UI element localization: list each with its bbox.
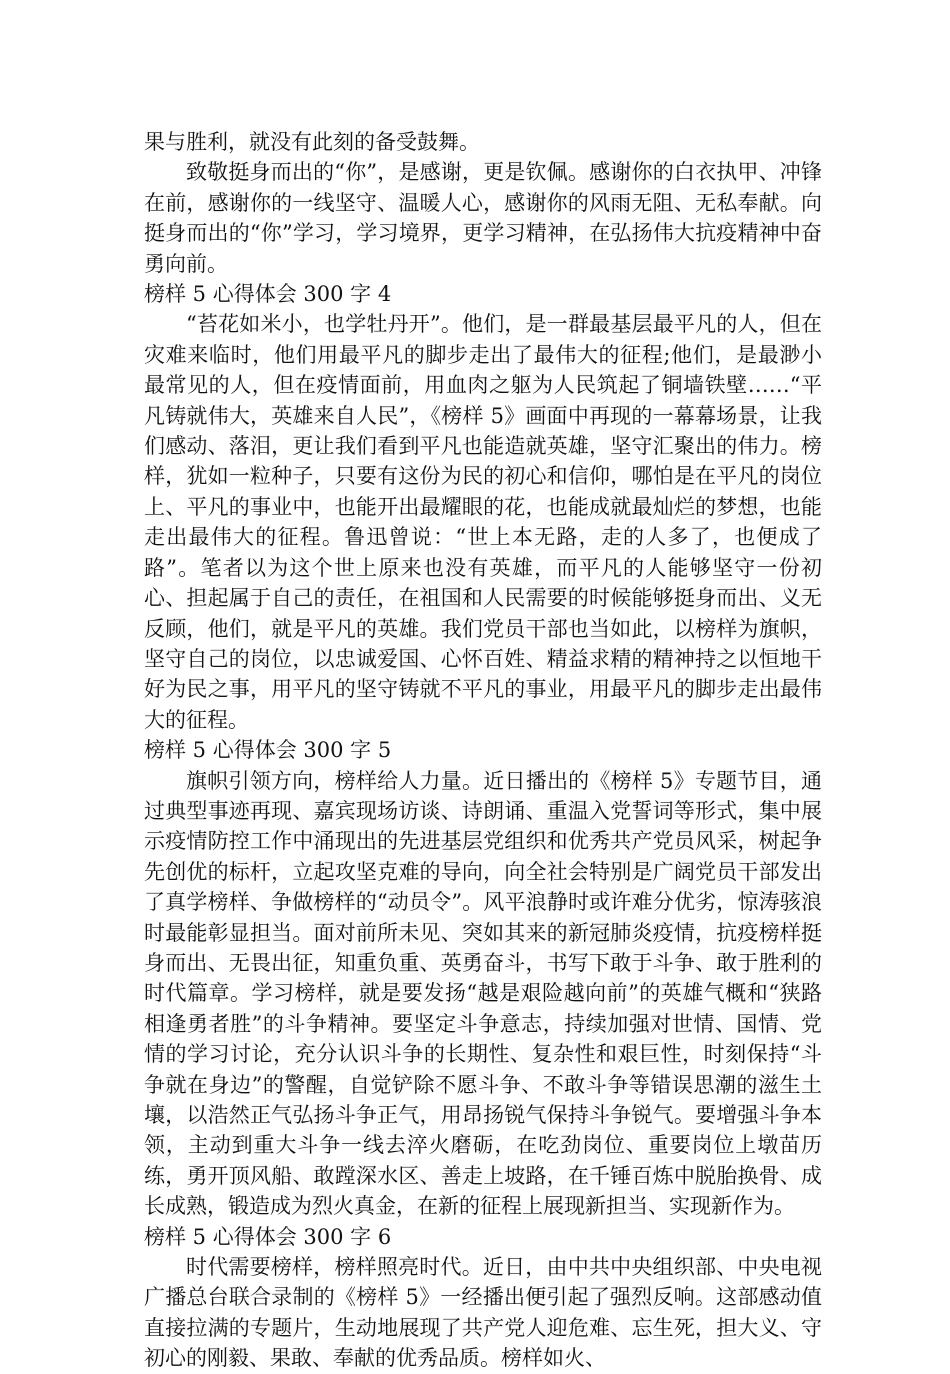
paragraph-section-6: 时代需要榜样，榜样照亮时代。近日，由中共中央组织部、中央电视广播总台联合录制的《榜样 5》一经播出便引起了强烈反响。这部感动值直接拉满的专题片，生动地展现了共产党人迎危难、忘生死，担大义、守初心的刚毅、果敢、奉献的优秀品质。榜样如火、 (144, 1255, 822, 1371)
paragraph-section-4: “苔花如米小，也学牡丹开”。他们，是一群最基层最平凡的人，但在灾难来临时，他们用最平凡的脚步走出了最伟大的征程;他们，是最渺小最常见的人，但在疫情面前，用血肉之躯为人民筑起了铜墙铁壁……“平凡铸就伟大，英雄来自人民”，《榜样 5》画面中再现的一幕幕场景，让我们感动、落泪，更让我们看到平凡也能造就英雄，坚守汇聚出的伟力。榜样，犹如一粒种子，只要有这份为民的初心和信仰，哪怕是在平凡的岗位上、平凡的事业中，也能开出最耀眼的花，也能成就最灿烂的梦想，也能走出最伟大的征程。鲁迅曾说：“世上本无路，走的人多了，也便成了路”。笔者以为这个世上原来也没有英雄，而平凡的人能够坚守一份初心、担起属于自己的责任，在祖国和人民需要的时候能够挺身而出、义无反顾，他们，就是平凡的英雄。我们党员干部也当如此，以榜样为旗帜，坚守自己的岗位，以忠诚爱国、心怀百姓、精益求精的精神持之以恒地干好为民之事，用平凡的坚守铸就不平凡的事业，用最平凡的脚步走出最伟大的征程。 (144, 312, 822, 732)
section-heading-6: 榜样 5 心得体会 300 字 6 (144, 1224, 392, 1249)
section-heading-5: 榜样 5 心得体会 300 字 5 (144, 738, 392, 763)
paragraph-tribute: 致敬挺身而出的“你”，是感谢，更是钦佩。感谢你的白衣执甲、冲锋在前，感谢你的一线坚守、温暖人心，感谢你的风雨无阻、无私奉献。向挺身而出的“你”学习，学习境界，更学习精神，在弘扬伟大抗疫精神中奋勇向前。 (144, 160, 822, 276)
section-heading-4: 榜样 5 心得体会 300 字 4 (144, 282, 392, 307)
paragraph-section-5: 旗帜引领方向，榜样给人力量。近日播出的《榜样 5》专题节目，通过典型事迹再现、嘉宾现场访谈、诗朗诵、重温入党誓词等形式，集中展示疫情防控工作中涌现出的先进基层党组织和优秀共产党员风采，树起争先创优的标杆，立起攻坚克难的导向，向全社会特别是广阔党员干部发出了真学榜样、争做榜样的“动员令”。风平浪静时或许难分优劣，惊涛骇浪时最能彰显担当。面对前所未见、突如其来的新冠肺炎疫情，抗疫榜样挺身而出、无畏出征，知重负重、英勇奋斗，书写下敢于斗争、敢于胜利的时代篇章。学习榜样，就是要发扬“越是艰险越向前”的英雄气概和“狭路相逢勇者胜”的斗争精神。要坚定斗争意志，持续加强对世情、国情、党情的学习讨论，充分认识斗争的长期性、复杂性和艰巨性，时刻保持“斗争就在身边”的警醒，自觉铲除不愿斗争、不敢斗争等错误思潮的滋生土壤，以浩然正气弘扬斗争正气，用昂扬锐气保持斗争锐气。要增强斗争本领，主动到重大斗争一线去淬火磨砺，在吃劲岗位、重要岗位上墩苗历练，勇开顶风船、敢蹚深水区、善走上坡路，在千锤百炼中脱胎换骨、成长成熟，锻造成为烈火真金，在新的征程上展现新担当、实现新作为。 (144, 768, 822, 1219)
paragraph-continuation: 果与胜利，就没有此刻的备受鼓舞。 (144, 130, 480, 154)
document-body (144, 127, 822, 1374)
